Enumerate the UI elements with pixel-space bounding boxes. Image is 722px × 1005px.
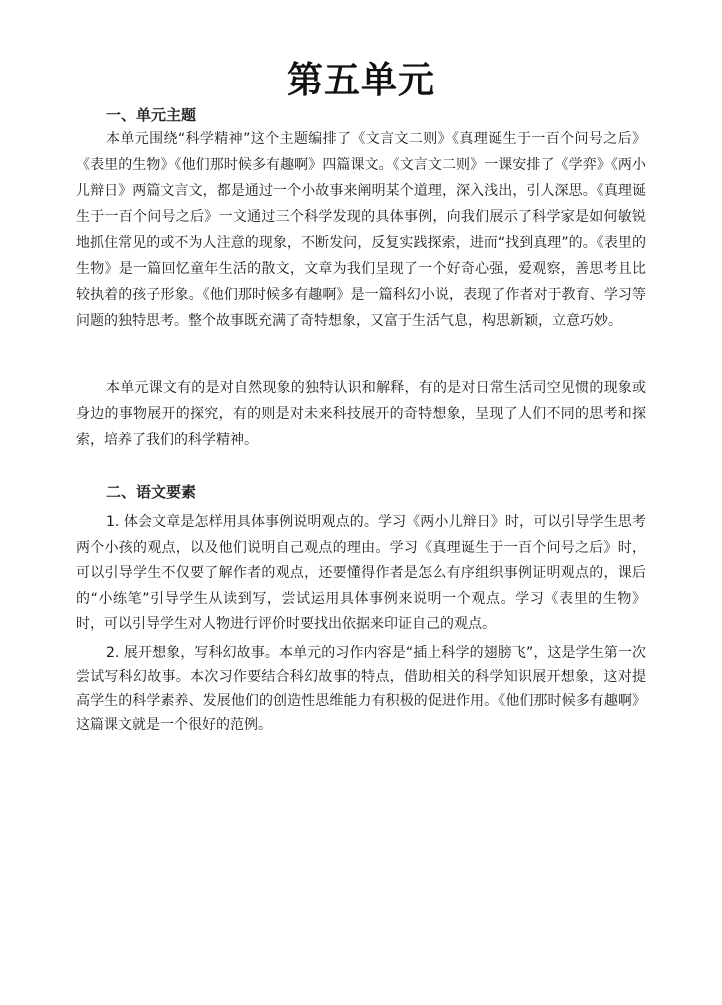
paragraph-unit-theme-2: 本单元课文有的是对自然现象的独特认识和解释，有的是对日常生活司空见惯的现象或身边的事物展开的探究，有的则是对未来科技展开的奇特想象，呈现了人们不同的思考和探索，培养了我们的科学精神。 xyxy=(76,380,646,448)
paragraph-language-elements-2: 2. 展开想象，写科幻故事。本单元的习作内容是“插上科学的翅膀飞”，这是学生第一次尝试写科幻故事。本次习作要结合科幻故事的特点，借助相关的科学知识展开想象，这对提高学生的科学素养、发展他们的创造性思维能力有积极的促进作用。《他们那时候多有趣啊》这篇课文就是一个很好的范例。 xyxy=(76,645,646,733)
section-heading-language-elements: 二、语文要素 xyxy=(106,483,197,501)
paragraph-language-elements-1: 1. 体会文章是怎样用具体事例说明观点的。学习《两小儿辩日》时，可以引导学生思考两个小孩的观点，以及他们说明自己观点的理由。学习《真理诞生于一百个问号之后》时，可以引导学生不仅要了解作者的观点，还要懂得作者是怎么有序组织事例证明观点的，课后的“小练笔”引导学生从读到写，尝试运用具体事例来说明一个观点。学习《表里的生物》时，可以引导学生对人物进行评价时要找出依据来印证自己的观点。 xyxy=(76,514,646,632)
page-title: 第五单元 xyxy=(286,60,435,101)
section-heading-unit-theme: 一、单元主题 xyxy=(106,106,197,124)
paragraph-unit-theme-1: 本单元围绕“科学精神”这个主题编排了《文言文二则》《真理诞生于一百个问号之后》《表里的生物》《他们那时候多有趣啊》四篇课文。《文言文二则》一课安排了《学弈》《两小儿辩日》两篇文言文，都是通过一个小故事来阐明某个道理，深入浅出，引人深思。《真理诞生于一百个问号之后》一文通过三个科学发现的具体事例，向我们展示了科学家是如何敏锐地抓住常见的或不为人注意的现象，不断发问，反复实践探索，进而“找到真理”的。《表里的生物》是一篇回忆童年生活的散文，文章为我们呈现了一个好奇心强，爱观察，善思考且比较执着的孩子形象。《他们那时候多有趣啊》是一篇科幻小说，表现了作者对于教育、学习等问题的独特思考。整个故事既充满了奇特想象，又富于生活气息，构思新颖，立意巧妙。 xyxy=(76,131,646,329)
